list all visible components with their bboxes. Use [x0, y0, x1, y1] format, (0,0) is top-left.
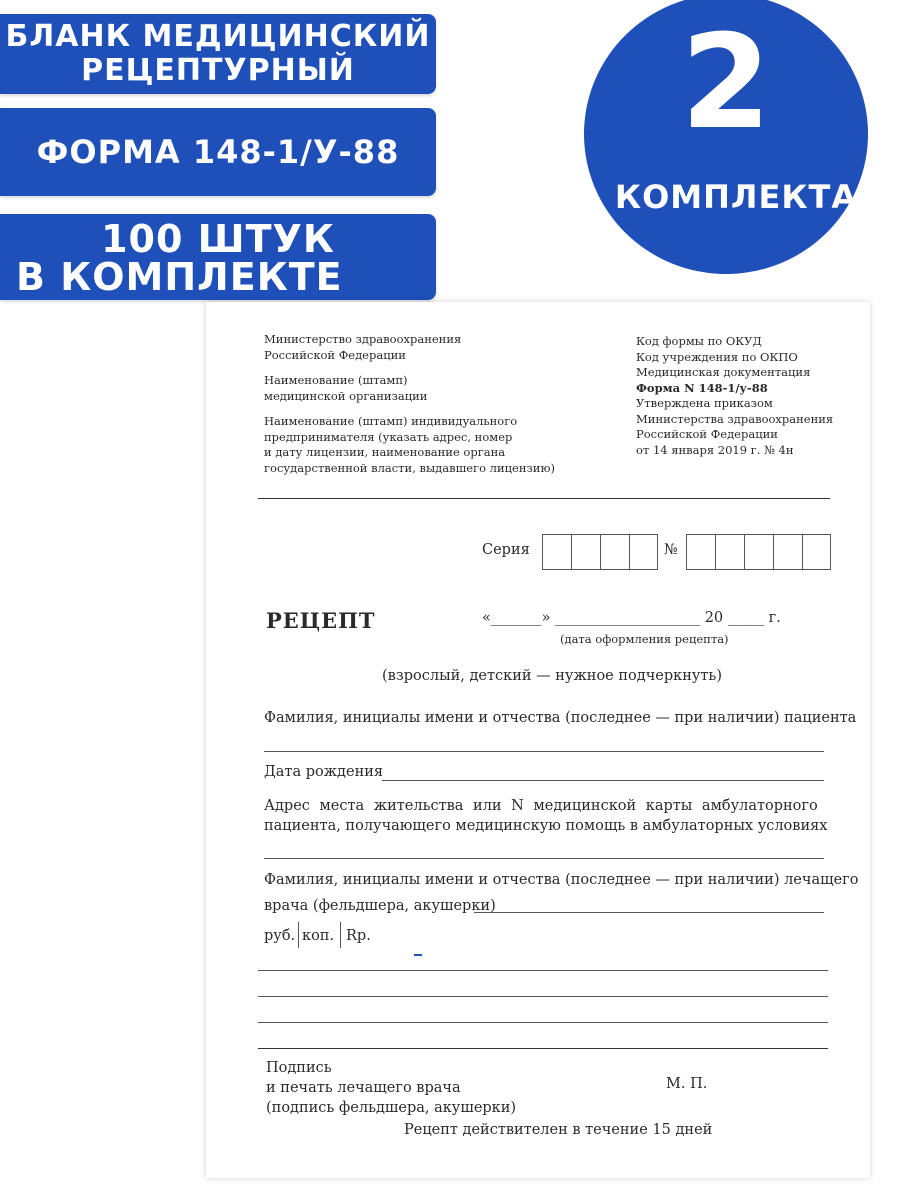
- header-line: государственной власти, выдавшего лицензию): [264, 460, 555, 475]
- header-line: и дату лицензии, наименование органа: [264, 445, 506, 459]
- header-divider: [258, 498, 830, 499]
- address-line2: пациента, получающего медицинскую помощь в амбулаторных условиях: [264, 818, 828, 834]
- series-label: Серия: [482, 542, 530, 558]
- address-line1: Адрес места жительства или N медицинской карты амбулаторного: [264, 798, 818, 814]
- banner-form-number: [0, 108, 436, 196]
- banner-count-line1: 100 ШТУК: [101, 217, 335, 261]
- header-line: Министерство здравоохранения: [264, 332, 462, 346]
- address-line: [264, 858, 824, 859]
- doctor-name-line: [474, 912, 824, 913]
- header-line: Наименование (штамп) индивидуального: [264, 414, 518, 428]
- date-line: «_______» ____________________ 20 _____ г.: [482, 610, 781, 626]
- patient-type: (взрослый, детский — нужное подчеркнуть): [382, 668, 722, 684]
- rx-line: [258, 996, 828, 997]
- header-line: Российской Федерации: [264, 347, 406, 362]
- validity-note: Рецепт действителен в течение 15 дней: [404, 1122, 713, 1138]
- banner-blank-line1: БЛАНК МЕДИЦИНСКИЙ: [5, 19, 431, 54]
- kit-count-badge: [584, 0, 868, 274]
- kop-divider: [340, 922, 341, 948]
- prescription-title: РЕЦЕПТ: [266, 608, 376, 633]
- rx-line: [258, 1048, 828, 1049]
- rp-label: Rp.: [346, 928, 371, 944]
- banner-count-line2: В КОМПЛЕКТЕ: [16, 255, 343, 299]
- signature-block: [266, 1058, 516, 1118]
- kit-count-number: 2: [680, 6, 772, 158]
- prescription-form-sheet: [206, 302, 870, 1178]
- patient-name-line: [264, 751, 824, 752]
- kop-label: коп.: [302, 928, 335, 944]
- header-line: Министерства здравоохранения: [636, 411, 834, 426]
- number-boxes: [686, 534, 831, 570]
- header-line: Код формы по ОКУД: [636, 334, 762, 348]
- banner-blank-type: [0, 14, 436, 94]
- right-header: [636, 334, 833, 458]
- header-line: Утверждена приказом: [636, 396, 773, 410]
- header-line: медицинской организации: [264, 388, 428, 403]
- number-label: №: [664, 542, 678, 558]
- rx-line: [258, 970, 828, 971]
- signature-line: (подпись фельдшера, акушерки): [266, 1100, 517, 1116]
- date-caption: (дата оформления рецепта): [560, 632, 729, 646]
- kit-count-label: КОМПЛЕКТА: [614, 178, 858, 216]
- header-line: предпринимателя (указать адрес, номер: [264, 429, 513, 444]
- banner-count: [0, 214, 436, 300]
- header-line: Код учреждения по ОКПО: [636, 349, 798, 364]
- blue-mark: [414, 954, 422, 956]
- signature-line: Подпись: [266, 1060, 332, 1076]
- banner-blank-line2: РЕЦЕПТУРНЫЙ: [81, 53, 355, 88]
- doctor-role-label: врача (фельдшера, акушерки): [264, 898, 496, 914]
- birth-date-label: Дата рождения: [264, 764, 384, 780]
- stamp-place: М. П.: [666, 1076, 708, 1092]
- series-boxes: [542, 534, 658, 570]
- rub-divider: [298, 922, 299, 948]
- patient-name-label: Фамилия, инициалы имени и отчества (последнее — при наличии) пациента: [264, 710, 857, 726]
- rx-line: [258, 1022, 828, 1023]
- header-line: Российской Федерации: [636, 427, 778, 441]
- header-line: от 14 января 2019 г. № 4н: [636, 442, 794, 457]
- birth-date-line: [382, 780, 824, 781]
- left-header: [264, 332, 555, 476]
- header-line: Медицинская документация: [636, 365, 811, 379]
- header-line: Наименование (штамп): [264, 373, 408, 387]
- signature-line: и печать лечащего врача: [266, 1080, 461, 1096]
- form-code: Форма N 148-1/у-88: [636, 380, 768, 395]
- banner-form-text: ФОРМА 148-1/У-88: [36, 133, 400, 171]
- doctor-name-label: Фамилия, инициалы имени и отчества (последнее — при наличии) лечащего: [264, 872, 859, 888]
- rub-label: руб.: [264, 928, 296, 944]
